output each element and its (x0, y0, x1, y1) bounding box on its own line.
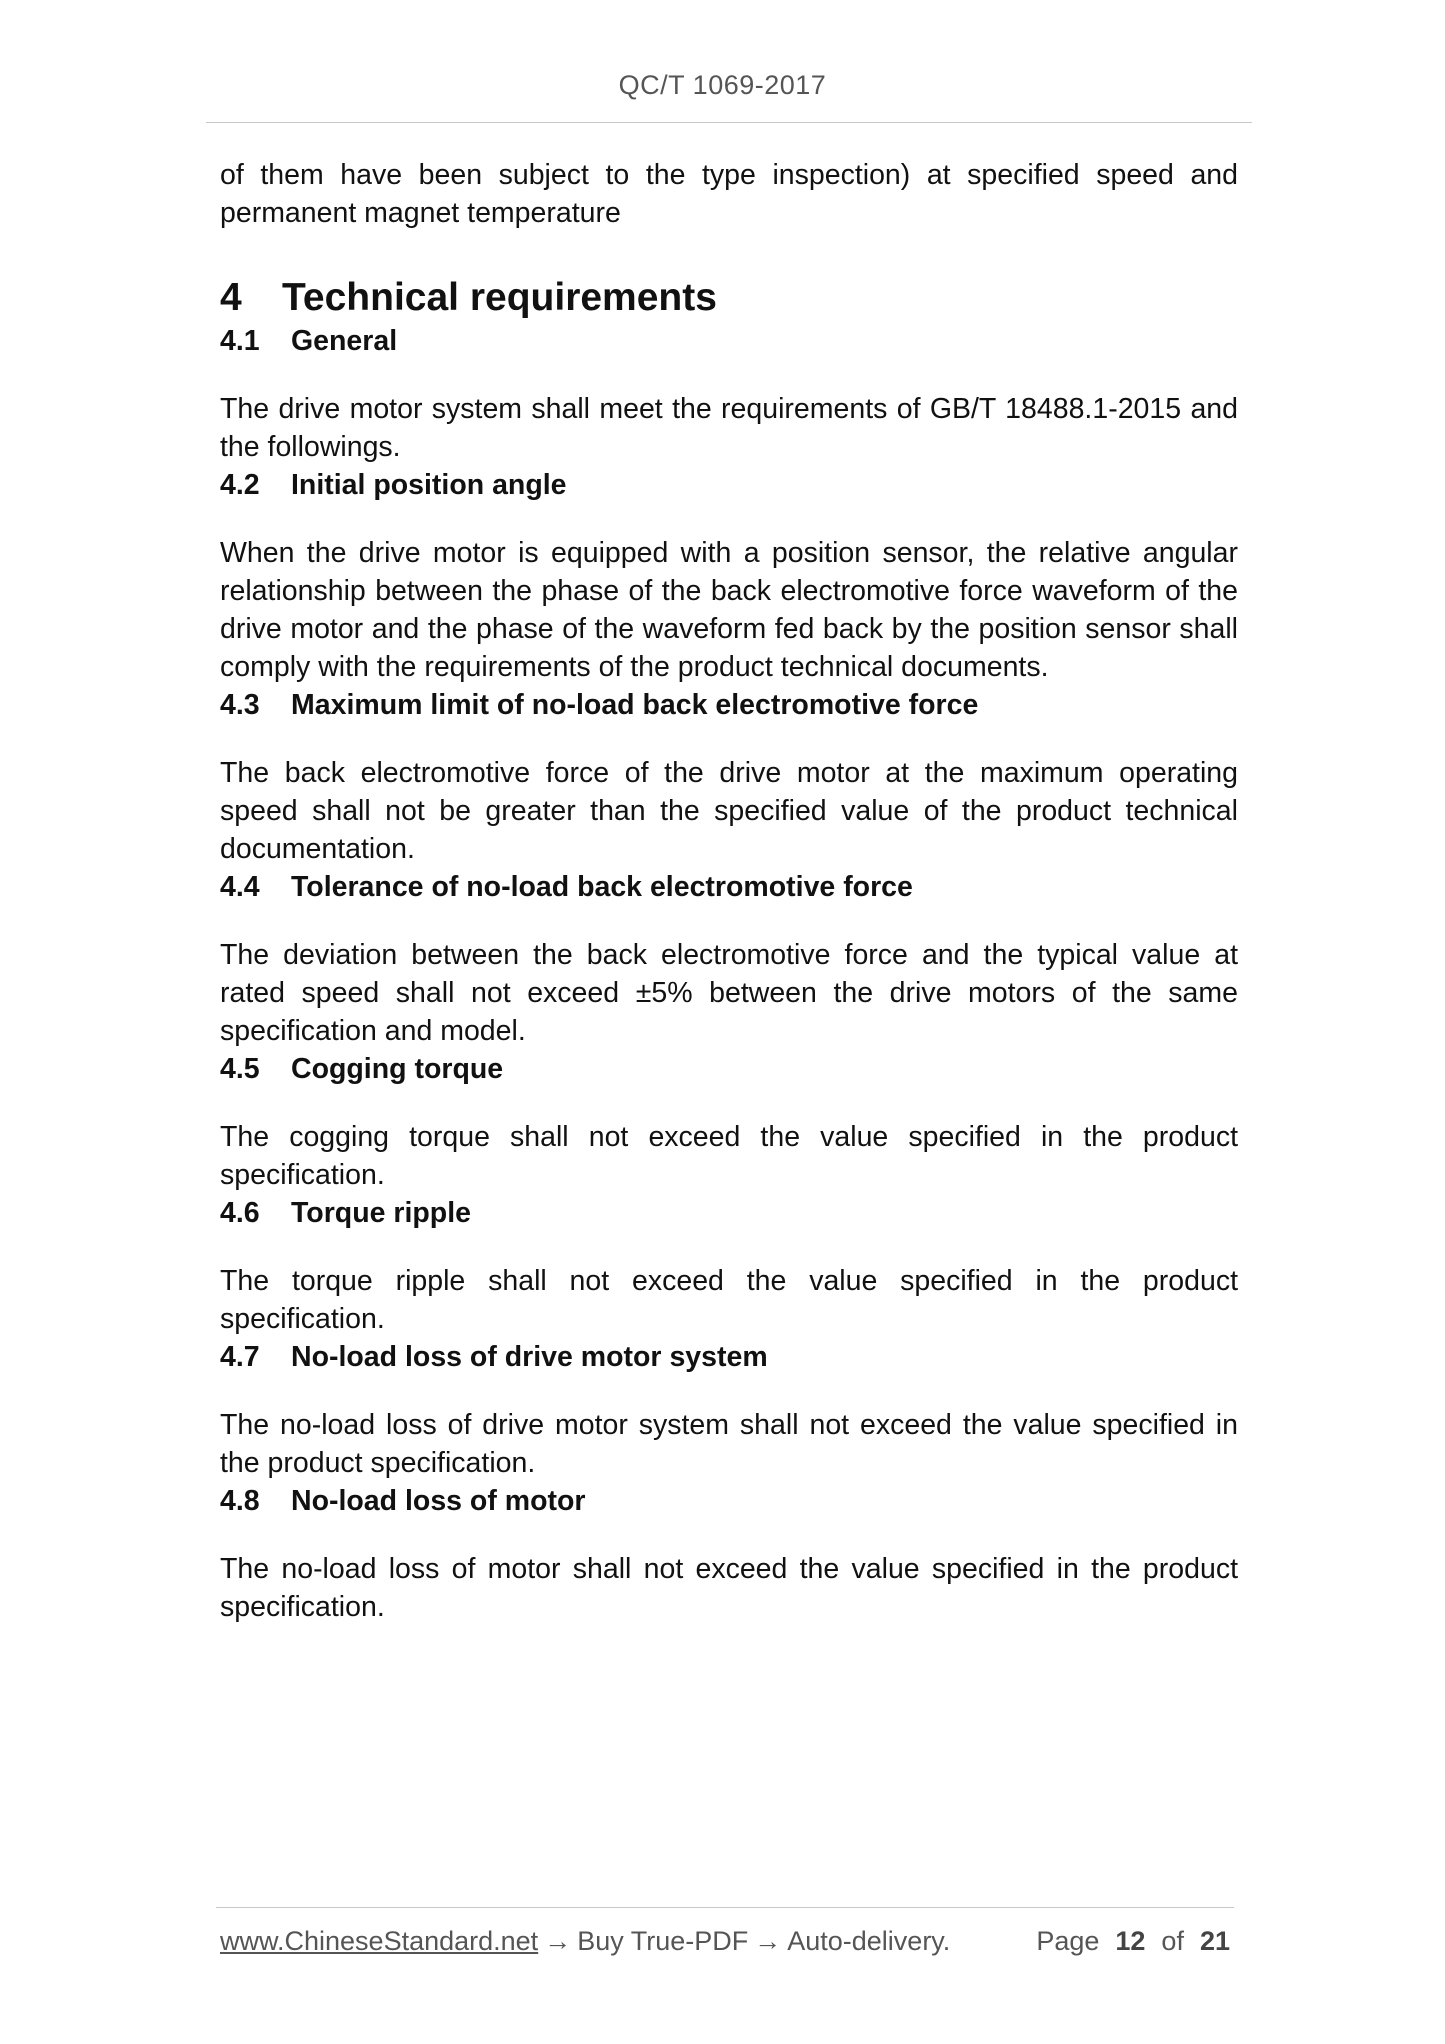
section-paragraph-4-4: The deviation between the back electromotive force and the typical value at rated speed shall not exceed ±5% between the drive motors of the same specification and model. (220, 939, 1238, 1047)
section-heading-4-7 (220, 1338, 1238, 1376)
section-title: Initial position angle (291, 469, 567, 501)
section-heading-4-4 (220, 868, 1238, 906)
section-number: 4.5 (220, 1053, 260, 1085)
section-title: Tolerance of no-load back electromotive force (291, 871, 913, 903)
chapter-heading (220, 274, 1238, 322)
section-paragraph-4-3: The back electromotive force of the drive motor at the maximum operating speed shall not be greater than the specified value of the product technical documentation. (220, 757, 1238, 865)
page-footer (220, 1926, 1230, 1957)
section-number: 4.1 (220, 325, 260, 357)
section-title: Cogging torque (291, 1053, 504, 1085)
section-number: 4.4 (220, 871, 260, 903)
standard-code-header: QC/T 1069-2017 (618, 70, 827, 100)
section-number: 4.6 (220, 1197, 260, 1229)
section-paragraph-4-2: When the drive motor is equipped with a position sensor, the relative angular relationship between the phase of the back electromotive force waveform of the drive motor and the phase of the waveform fed back by the position sensor shall comply with the requirements of the product technical documents. (220, 537, 1238, 683)
buy-true-pdf-text: Buy True-PDF (577, 1926, 749, 1956)
section-number: 4.2 (220, 469, 260, 501)
page-label: Page (1036, 1926, 1100, 1956)
chapter-title: Technical requirements (282, 276, 717, 319)
section-heading-4-1 (220, 322, 1238, 360)
section-heading-4-6 (220, 1194, 1238, 1232)
section-paragraph-4-7: The no-load loss of drive motor system shall not exceed the value specified in the product specification. (220, 1409, 1238, 1479)
section-paragraph-4-8: The no-load loss of motor shall not exceed the value specified in the product specification. (220, 1553, 1238, 1623)
section-title: Maximum limit of no-load back electromotive force (291, 689, 979, 721)
of-label: of (1161, 1926, 1184, 1956)
section-heading-4-5 (220, 1050, 1238, 1088)
section-heading-4-2 (220, 466, 1238, 504)
section-title: No-load loss of drive motor system (291, 1341, 768, 1373)
header-divider (206, 122, 1252, 123)
section-title: Torque ripple (291, 1197, 471, 1229)
chapter-number: 4 (220, 276, 242, 319)
arrow-right-icon: → (544, 1926, 572, 1956)
arrow-right-icon: → (754, 1926, 782, 1956)
section-paragraph-4-5: The cogging torque shall not exceed the value specified in the product specification. (220, 1121, 1238, 1191)
section-heading-4-3 (220, 686, 1238, 724)
page-indicator (1036, 1926, 1230, 1957)
section-number: 4.3 (220, 689, 260, 721)
section-number: 4.7 (220, 1341, 260, 1373)
footer-divider (216, 1907, 1234, 1908)
intro-continuation-paragraph: of them have been subject to the type inspection) at specified speed and permanent magnet temperature (220, 159, 1238, 229)
section-paragraph-4-6: The torque ripple shall not exceed the value specified in the product specification. (220, 1265, 1238, 1335)
footer-promo (220, 1926, 950, 1957)
auto-delivery-text: Auto-delivery. (787, 1926, 951, 1956)
total-pages-number: 21 (1199, 1926, 1230, 1956)
section-paragraph-4-1: The drive motor system shall meet the requirements of GB/T 18488.1-2015 and the followings. (220, 393, 1238, 463)
website-link[interactable]: www.ChineseStandard.net (220, 1926, 539, 1956)
section-title: No-load loss of motor (291, 1485, 586, 1517)
section-title: General (291, 325, 398, 357)
section-number: 4.8 (220, 1485, 260, 1517)
page-content (220, 150, 1238, 1626)
section-heading-4-8 (220, 1482, 1238, 1520)
current-page-number: 12 (1115, 1926, 1146, 1956)
